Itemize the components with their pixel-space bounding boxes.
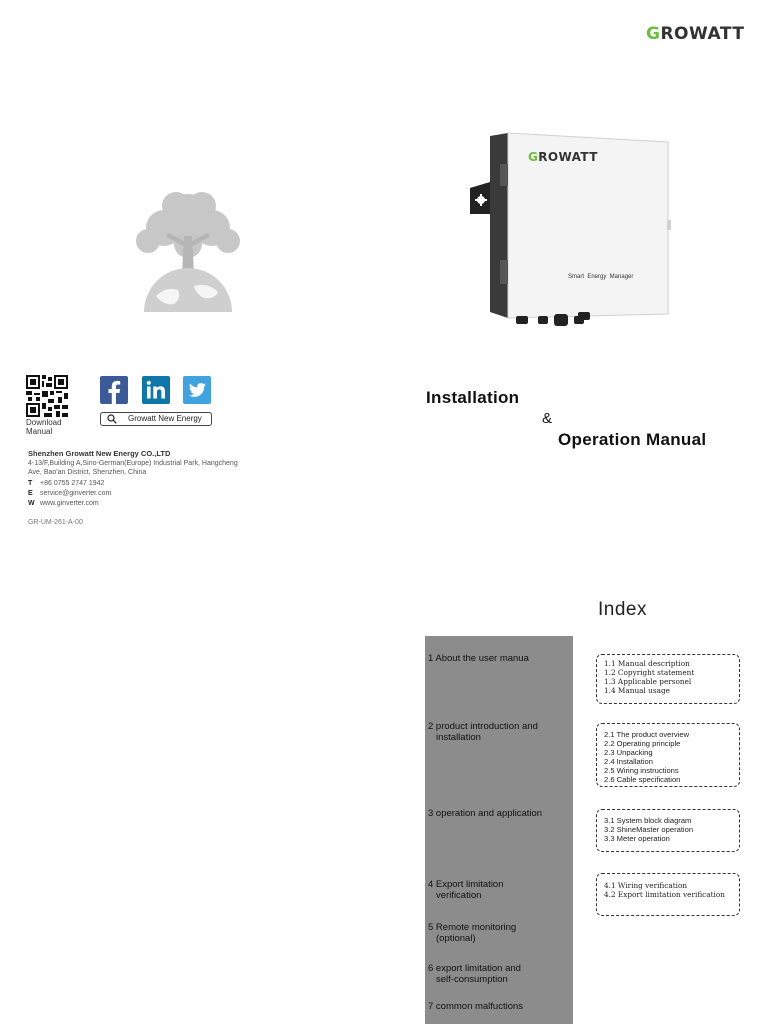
index-section-2[interactable]: 2 product introduction and installation bbox=[428, 721, 538, 743]
index-item[interactable]: 3.1 System block diagram bbox=[604, 816, 692, 825]
index-heading: Index bbox=[598, 599, 647, 620]
linkedin-icon[interactable] bbox=[142, 376, 170, 404]
contact-phone: T +86 0755 2747 1942 bbox=[28, 480, 105, 487]
contact-email[interactable]: E service@ginverter.com bbox=[28, 490, 112, 497]
index-item[interactable]: 3.3 Meter operation bbox=[604, 834, 670, 843]
index-item[interactable]: 3.2 ShineMaster operation bbox=[604, 825, 694, 834]
index-item[interactable]: 2.3 Unpacking bbox=[604, 748, 653, 757]
index-box-2 bbox=[596, 723, 740, 787]
index-item[interactable]: 2.6 Cable specification bbox=[604, 775, 681, 784]
facebook-icon[interactable] bbox=[100, 376, 128, 404]
index-section-7[interactable]: 7 common malfuctions bbox=[428, 1001, 524, 1012]
index-item[interactable]: 1.3 Applicable personel bbox=[604, 677, 692, 686]
index-item[interactable]: 1.1 Manual description bbox=[604, 659, 690, 668]
qr-caption: Download Manual bbox=[26, 418, 62, 436]
index-box-1 bbox=[596, 654, 740, 704]
tree-globe-icon bbox=[126, 186, 250, 312]
company-address: 4-13/F,Building A,Sino-German(Europe) Industrial Park, Hangcheng Ave, Bao'an District, Shenzhen, China bbox=[28, 460, 238, 476]
company-name: Shenzhen Growatt New Energy CO.,LTD bbox=[28, 449, 171, 458]
contact-website[interactable]: W www.ginverter.com bbox=[28, 500, 99, 507]
index-section-5[interactable]: 5 Remote monitoring (optional) bbox=[428, 922, 517, 944]
device-label: Smart Energy Manager bbox=[568, 274, 634, 280]
device-brand: GROWATT bbox=[528, 150, 598, 164]
index-box-4 bbox=[596, 873, 740, 916]
title-installation: Installation bbox=[426, 388, 520, 407]
index-box-3 bbox=[596, 809, 740, 852]
index-section-3[interactable]: 3 operation and application bbox=[428, 808, 543, 819]
search-icon bbox=[107, 414, 117, 424]
index-section-6[interactable]: 6 export limitation and self-consumption bbox=[428, 963, 521, 985]
index-item[interactable]: 4.2 Export limitation verification bbox=[604, 890, 725, 899]
index-item[interactable]: 2.2 Operating principle bbox=[604, 739, 681, 748]
index-item[interactable]: 2.4 Installation bbox=[604, 757, 653, 766]
qr-code bbox=[26, 375, 68, 417]
index-item[interactable]: 2.1 The product overview bbox=[604, 730, 690, 739]
smart-energy-manager-device bbox=[468, 128, 678, 328]
index-item[interactable]: 4.1 Wiring verification bbox=[604, 881, 688, 890]
index-item[interactable]: 2.5 Wiring instructions bbox=[604, 766, 679, 775]
index-section-1[interactable]: 1 About the user manua bbox=[428, 653, 529, 664]
index-item[interactable]: 1.4 Manual usage bbox=[604, 686, 670, 695]
index-item[interactable]: 1.2 Copyright statement bbox=[604, 668, 695, 677]
growatt-logo: GROWATT bbox=[646, 24, 745, 44]
title-operation-manual: Operation Manual bbox=[558, 430, 707, 449]
social-search-box[interactable] bbox=[100, 412, 212, 426]
index-section-4[interactable]: 4 Export limitation verification bbox=[428, 879, 504, 901]
search-text: Growatt New Energy bbox=[128, 414, 202, 423]
twitter-icon[interactable] bbox=[183, 376, 211, 404]
title-ampersand: & bbox=[542, 410, 553, 427]
document-number: GR-UM-261-A-00 bbox=[28, 519, 83, 526]
